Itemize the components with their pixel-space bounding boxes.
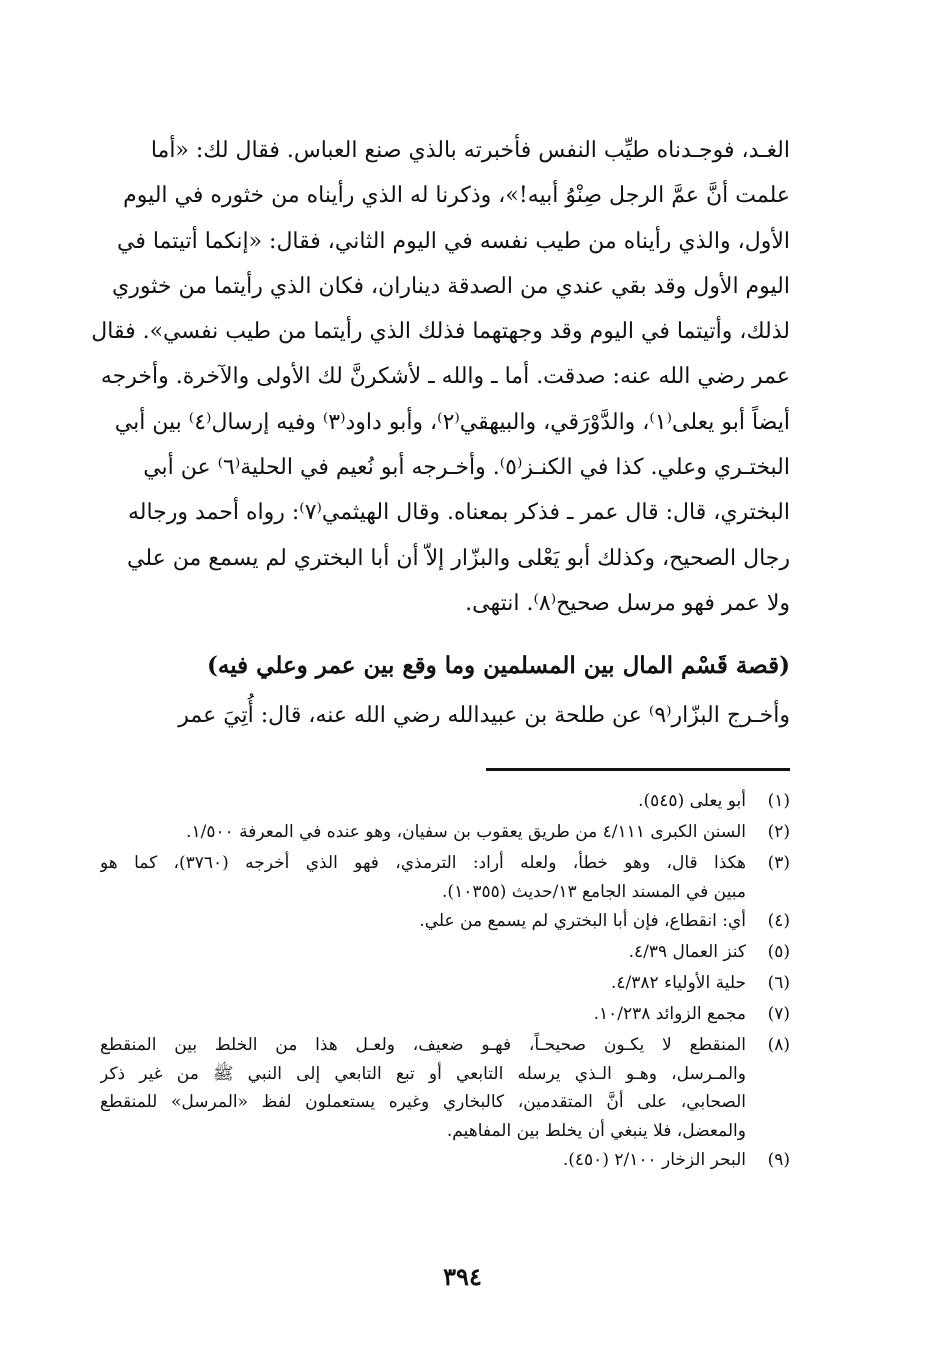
body-line: أيضاً أبو يعلى⁽١⁾، والدَّوْرَقي، والبيهقي⁽٢⁾، وأبو داود⁽٣⁾ وفيه إرسال⁽٤⁾ بين أبي bbox=[114, 409, 790, 435]
footnote-number: (٤) bbox=[767, 911, 790, 931]
footnote-line: والمـرسل، وهـو الـذي يرسله التابعي أو تبع التابعي إلى النبي ﷺ من غير ذكر bbox=[100, 1063, 746, 1084]
footnotes bbox=[100, 786, 790, 1176]
body-line: البختري، قال: قال عمر ـ فذكر بمعناه. وقال الهيثمي⁽٧⁾: رواه أحمد ورجاله bbox=[127, 500, 790, 526]
footnote-line: السنن الكبرى ٤/١١١ من طريق يعقوب بن سفيان، وهو عنده في المعرفة ١/٥٠٠. bbox=[186, 822, 746, 842]
page-number: ٣٩٤ bbox=[443, 1262, 482, 1291]
body-line: البختـري وعلي. كذا في الكنـز⁽٥⁾. وأخـرجه أبو نُعيم في الحلية⁽٦⁾ عن أبي bbox=[143, 455, 790, 481]
body-line: علمت أنَّ عمَّ الرجل صِنْوُ أبيه!»، وذكرنا له الذي رأيناه من خثوره في اليوم bbox=[123, 183, 790, 209]
footnote-text bbox=[100, 906, 746, 936]
body-line: الغـد، فوجـدناه طيِّب النفس فأخبرته بالذي صنع العباس. فقال لك: «أما bbox=[150, 138, 790, 163]
footnote-text bbox=[100, 999, 746, 1029]
footnote-item bbox=[100, 937, 790, 968]
footnote-number: (١) bbox=[767, 791, 790, 811]
body-paragraph bbox=[90, 128, 790, 626]
body-line: لذلك، وأتيتما في اليوم وقد وجهتهما فذلك الذي رأيتما من طيب نفسي». فقال bbox=[91, 319, 790, 345]
footnote-line: أي: انقطاع، فإن أبا البختري لم يسمع من علي. bbox=[419, 911, 746, 931]
footnote-number: (٣) bbox=[767, 853, 790, 873]
footnote-item bbox=[100, 848, 790, 906]
footnote-text bbox=[100, 817, 746, 847]
footnote-number: (٥) bbox=[767, 942, 790, 962]
footnote-number: (٢) bbox=[767, 822, 790, 842]
footnote-line: مجمع الزوائد ١٠/٢٣٨. bbox=[593, 1004, 746, 1024]
section-heading: (قصة قَسْم المال بين المسلمين وما وقع بين عمر وعلي فيه) bbox=[207, 652, 790, 680]
footnote-item bbox=[100, 786, 790, 817]
footnote-line: الصحابي، على أنَّ المتقدمين، كالبخاري وغيره يستعملون لفظ «المرسل» للمنقطع bbox=[100, 1092, 746, 1112]
section-first-line: وأخـرج البزّار⁽٩⁾ عن طلحة بن عبيدالله رضي الله عنه، قال: أُتِيَ عمر bbox=[178, 703, 790, 729]
footnote-item bbox=[100, 817, 790, 848]
footnote-line: حلية الأولياء ٤/٣٨٢. bbox=[611, 973, 746, 993]
body-line: ولا عمر فهو مرسل صحيح⁽٨⁾. انتهى. bbox=[465, 590, 790, 616]
footnote-item bbox=[100, 999, 790, 1030]
main-text-block bbox=[90, 128, 790, 738]
footnote-line: كنز العمال ٤/٣٩. bbox=[628, 942, 746, 962]
body-line: عمر رضي الله عنه: صدقت. أما ـ والله ـ لأشكرنَّ لك الأولى والآخرة. وأخرجه bbox=[100, 364, 790, 390]
footnote-line: والمعضل، فلا ينبغي أن يخلط بين المفاهيم. bbox=[446, 1120, 746, 1141]
footnote-line: مبين في المسند الجامع ١٣/حديث (١٠٣٥٥). bbox=[442, 881, 746, 902]
footnote-separator bbox=[486, 768, 790, 771]
footnote-text bbox=[100, 1145, 746, 1175]
footnote-line: أبو يعلى (٥٤٥). bbox=[638, 791, 746, 811]
footnote-text bbox=[100, 848, 746, 906]
footnote-text bbox=[100, 1030, 746, 1145]
footnote-text bbox=[100, 937, 746, 967]
body-line: الأول، والذي رأيناه من طيب نفسه في اليوم الثاني، فقال: «إنكما أتيتما في bbox=[117, 228, 790, 254]
footnote-number: (٩) bbox=[767, 1150, 790, 1170]
footnote-number: (٧) bbox=[767, 1004, 790, 1024]
footnote-number: (٦) bbox=[767, 973, 790, 993]
footnote-line: هكذا قال، وهو خطأ، ولعله أراد: الترمذي، فهو الذي أخرجه (٣٧٦٠)، كما هو bbox=[100, 853, 746, 873]
footnote-number: (٨) bbox=[767, 1035, 790, 1055]
footnote-item bbox=[100, 906, 790, 937]
body-line: رجال الصحيح، وكذلك أبو يَعْلى والبزّار إلاّ أن أبا البختري لم يسمع من علي bbox=[127, 545, 790, 571]
body-line: اليوم الأول وقد بقي عندي من الصدقة ديناران، فكان الذي رأيتما من خثوري bbox=[112, 273, 790, 299]
footnote-text bbox=[100, 968, 746, 998]
footnote-text bbox=[100, 786, 746, 816]
footnote-line: البحر الزخار ٢/١٠٠ (٤٥٠). bbox=[562, 1150, 746, 1170]
footnote-item bbox=[100, 1030, 790, 1145]
footnote-item bbox=[100, 1145, 790, 1176]
footnote-line: المنقطع لا يكـون صحيحـاً، فهـو ضعيف، ولعـل هذا من الخلط بين المنقطع bbox=[100, 1035, 746, 1055]
footnote-item bbox=[100, 968, 790, 999]
